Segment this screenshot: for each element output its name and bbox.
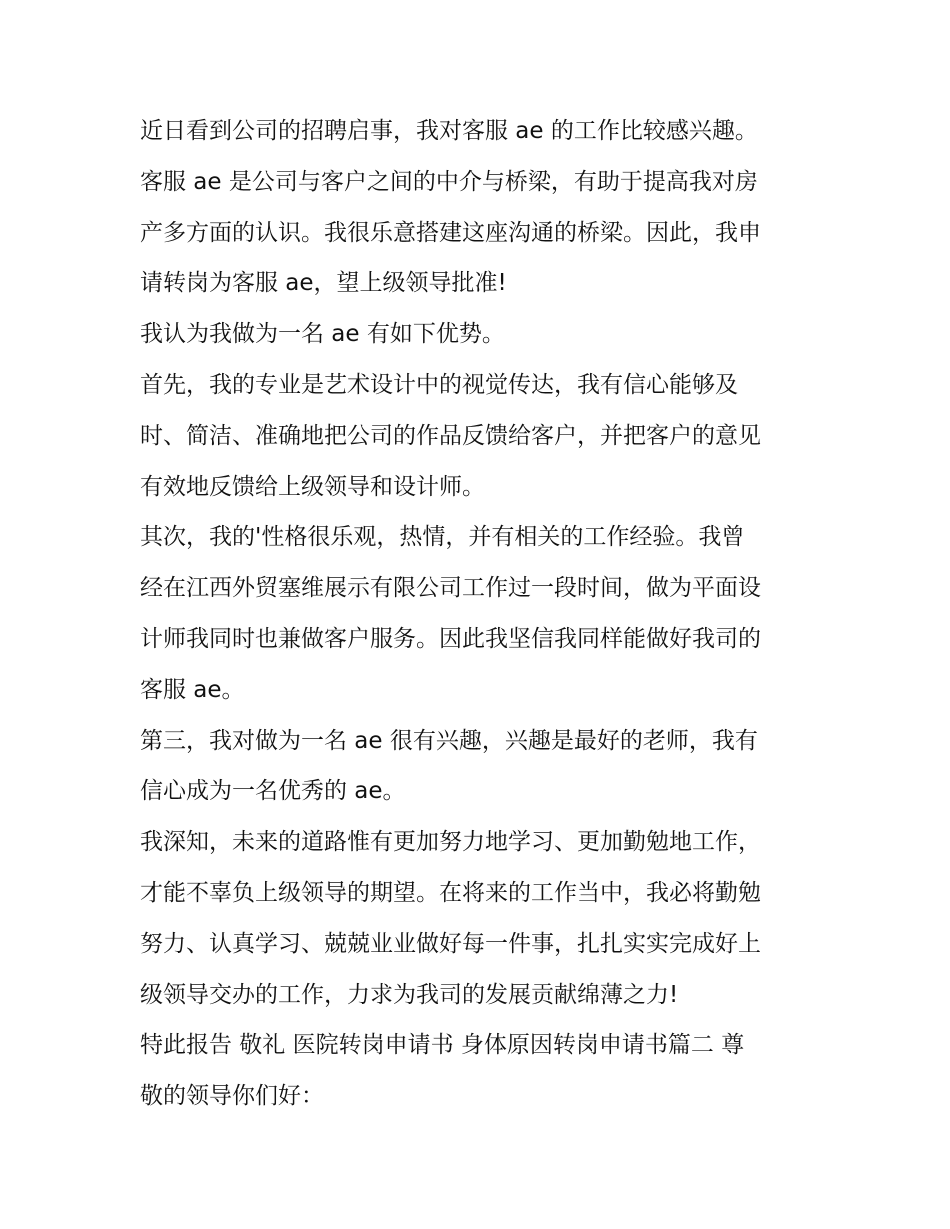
text-line: 我认为我做为一名 ae 有如下优势。 <box>140 321 505 348</box>
text-line: 请转岗为客服 ae，望上级领导批准! <box>140 270 507 297</box>
document-body <box>140 106 820 1122</box>
text-line: 敬的领导你们好： <box>140 1083 324 1110</box>
text-line: 才能不辜负上级领导的期望。在将来的工作当中，我必将勤勉 <box>140 879 761 906</box>
text-line: 级领导交办的工作，力求为我司的发展贡献绵薄之力! <box>140 981 679 1008</box>
text-line: 信心成为一名优秀的 ae。 <box>140 778 406 805</box>
text-line: 特此报告 敬礼 医院转岗申请书 身体原因转岗申请书篇二 尊 <box>140 1032 745 1059</box>
text-line: 努力、认真学习、兢兢业业做好每一件事，扎扎实实完成好上 <box>140 930 761 957</box>
text-line: 客服 ae。 <box>140 676 245 703</box>
text-line: 我深知，未来的道路惟有更加努力地学习、更加勤勉地工作， <box>140 829 761 856</box>
text-line: 其次，我的'性格很乐观，热情，并有相关的工作经验。我曾 <box>140 524 745 551</box>
text-line: 近日看到公司的招聘启事，我对客服 ae 的工作比较感兴趣。 <box>140 118 758 144</box>
text-line: 有效地反馈给上级领导和设计师。 <box>140 473 485 500</box>
text-line: 计师我同时也兼做客户服务。因此我坚信我同样能做好我司的 <box>140 625 761 652</box>
text-line: 第三，我对做为一名 ae 很有兴趣，兴趣是最好的老师，我有 <box>140 727 758 754</box>
text-line: 产多方面的认识。我很乐意搭建这座沟通的桥梁。因此，我申 <box>140 219 761 246</box>
text-line: 经在江西外贸塞维展示有限公司工作过一段时间，做为平面设 <box>140 575 761 602</box>
text-line: 客服 ae 是公司与客户之间的中介与桥梁，有助于提高我对房 <box>140 168 758 195</box>
text-line: 首先，我的专业是艺术设计中的视觉传达，我有信心能够及 <box>140 371 738 398</box>
text-line: 时、简洁、准确地把公司的作品反馈给客户，并把客户的意见 <box>140 422 761 449</box>
